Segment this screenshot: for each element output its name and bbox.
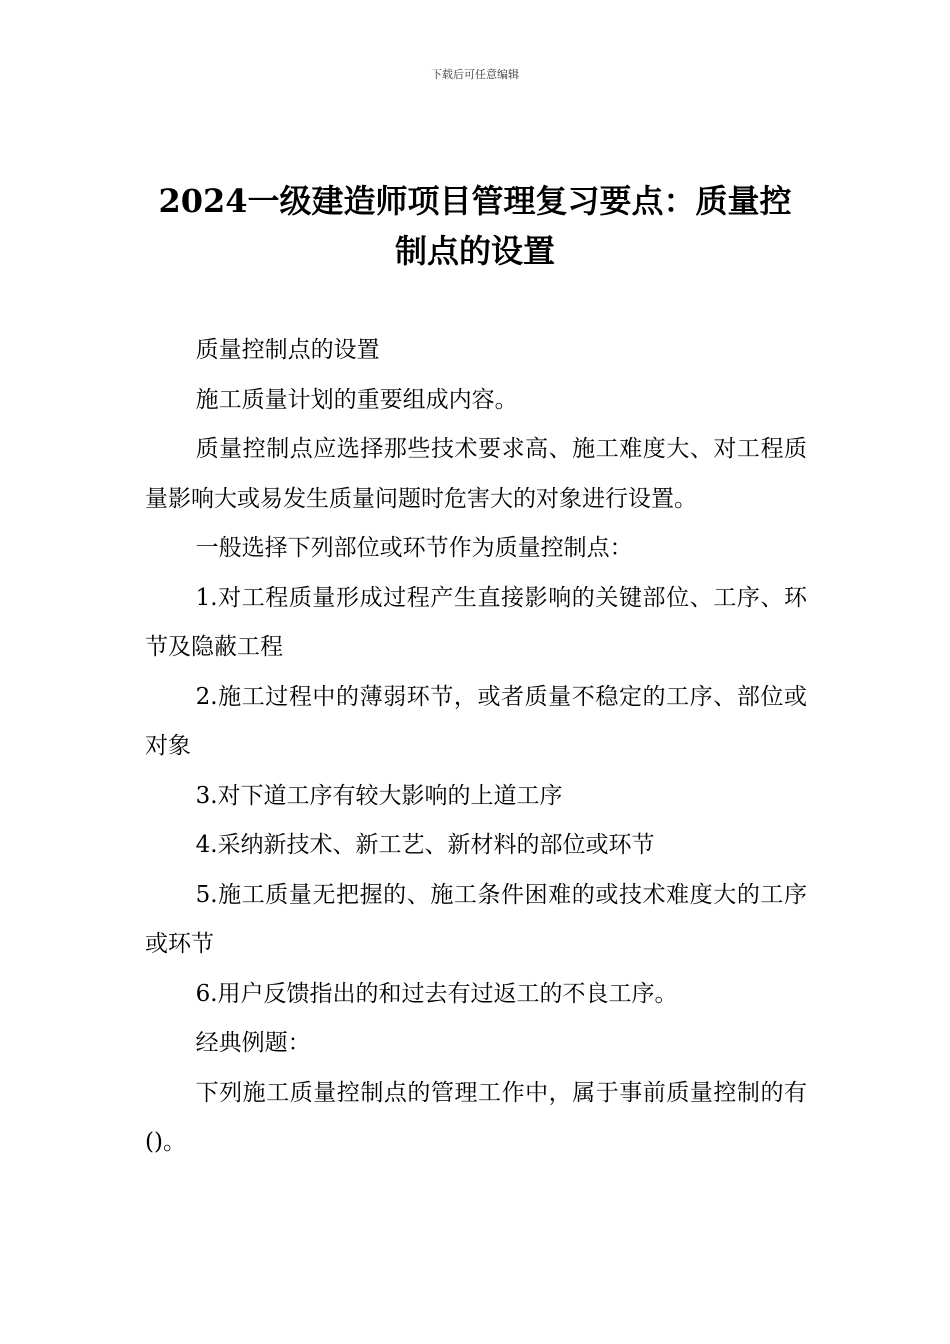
example-question: 下列施工质量控制点的管理工作中，属于事前质量控制的有()。 <box>145 1079 807 1155</box>
document-body <box>145 326 807 1168</box>
list-item-3: 3.对下道工序有较大影响的上道工序 <box>195 782 563 809</box>
list-item-5: 5.施工质量无把握的、施工条件困难的或技术难度大的工序或环节 <box>145 881 807 957</box>
document-title: 2024一级建造师项目管理复习要点：质量控制点的设置 <box>158 182 792 270</box>
list-item-4: 4.采纳新技术、新工艺、新材料的部位或环节 <box>195 832 655 858</box>
paragraph-definition: 施工质量计划的重要组成内容。 <box>195 386 518 413</box>
example-heading: 经典例题： <box>195 1030 311 1056</box>
paragraph-section-heading: 质量控制点的设置 <box>195 337 380 363</box>
list-item-6: 6.用户反馈指出的和过去有过返工的不良工序。 <box>195 980 678 1007</box>
paragraph-list-intro: 一般选择下列部位或环节作为质量控制点： <box>195 535 633 561</box>
paragraph-selection-principle: 质量控制点应选择那些技术要求高、施工难度大、对工程质量影响大或易发生质量问题时危害大的对象进行设置。 <box>145 436 807 512</box>
list-item-1: 1.对工程质量形成过程产生直接影响的关键部位、工序、环节及隐蔽工程 <box>145 584 807 660</box>
list-item-2: 2.施工过程中的薄弱环节，或者质量不稳定的工序、部位或对象 <box>145 683 807 759</box>
header-note: 下载后可任意编辑 <box>431 68 519 81</box>
